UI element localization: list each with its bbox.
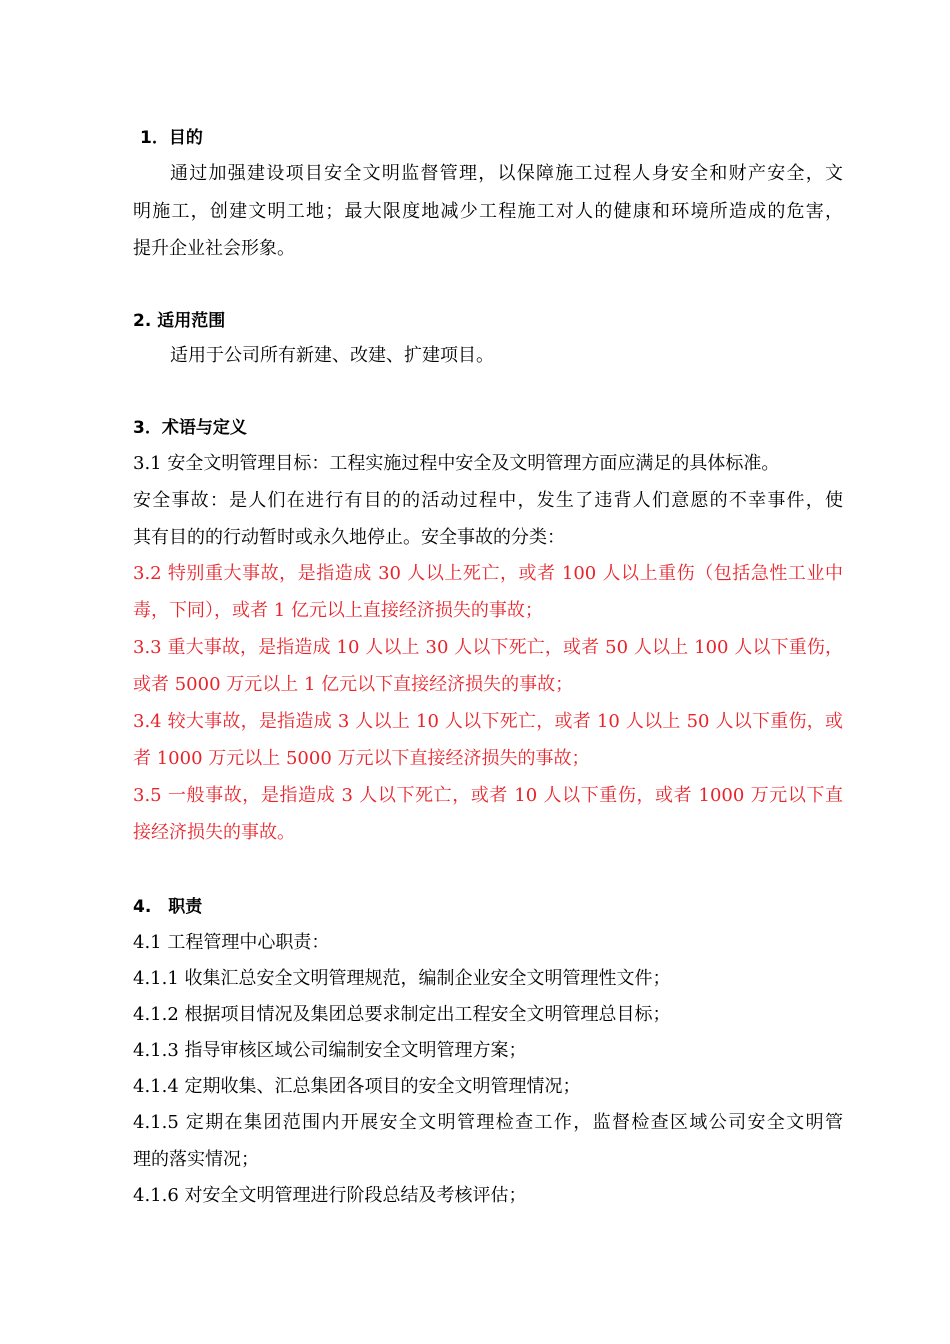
- section-1-heading: 1．目的: [140, 128, 203, 148]
- section-3-red-line-6: 者 1000 万元以上 5000 万元以下直接经济损失的事故；: [133, 748, 590, 769]
- section-3-red-line-4: 或者 5000 万元以上 1 亿元以下直接经济损失的事故；: [133, 674, 574, 695]
- section-3-red-line-8: 接经济损失的事故。: [133, 822, 295, 843]
- section-4-line-2: 4.1.1 收集汇总安全文明管理规范，编制企业安全文明管理性文件；: [133, 968, 671, 989]
- section-4-heading: 4. 职责: [133, 897, 203, 917]
- section-3-line-3: 其有目的的行动暂时或永久地停止。安全事故的分类：: [133, 527, 565, 548]
- section-2-line-1: 适用于公司所有新建、改建、扩建项目。: [170, 345, 494, 366]
- section-3-line-1: 3.1 安全文明管理目标：工程实施过程中安全及文明管理方面应满足的具体标准。: [133, 453, 780, 474]
- section-3-red-line-3: 3.3 重大事故，是指造成 10 人以上 30 人以下死亡，或者 50 人以上 100 人以下重伤，: [133, 637, 843, 658]
- section-1-line-1: 通过加强建设项目安全文明监督管理，以保障施工过程人身安全和财产安全，文: [170, 163, 843, 184]
- section-4-line-1: 4.1 工程管理中心职责：: [133, 932, 330, 953]
- section-4-line-3: 4.1.2 根据项目情况及集团总要求制定出工程安全文明管理总目标；: [133, 1004, 671, 1025]
- section-1-line-3: 提升企业社会形象。: [133, 238, 295, 259]
- section-3-heading: 3．术语与定义: [133, 418, 247, 438]
- section-3-line-2: 安全事故：是人们在进行有目的的活动过程中，发生了违背人们意愿的不幸事件，使: [133, 490, 843, 511]
- section-4-line-8: 4.1.6 对安全文明管理进行阶段总结及考核评估；: [133, 1185, 527, 1206]
- section-3-red-line-1: 3.2 特别重大事故，是指造成 30 人以上死亡，或者 100 人以上重伤（包括急性工业中: [133, 563, 843, 584]
- section-3-red-line-5: 3.4 较大事故，是指造成 3 人以上 10 人以下死亡，或者 10 人以上 50 人以下重伤，或: [133, 711, 843, 732]
- section-4-line-6: 4.1.5 定期在集团范围内开展安全文明管理检查工作，监督检查区域公司安全文明管: [133, 1112, 843, 1133]
- section-1-line-2: 明施工，创建文明工地；最大限度地减少工程施工对人的健康和环境所造成的危害，: [133, 201, 843, 222]
- section-3-red-line-2: 毒，下同），或者 1 亿元以上直接经济损失的事故；: [133, 600, 543, 621]
- section-3-red-line-7: 3.5 一般事故，是指造成 3 人以下死亡，或者 10 人以下重伤，或者 1000 万元以下直: [133, 785, 843, 806]
- section-4-line-7: 理的落实情况；: [133, 1149, 259, 1170]
- section-2-heading: 2. 适用范围: [133, 311, 226, 331]
- section-4-line-4: 4.1.3 指导审核区域公司编制安全文明管理方案；: [133, 1040, 527, 1061]
- section-4-line-5: 4.1.4 定期收集、汇总集团各项目的安全文明管理情况；: [133, 1076, 581, 1097]
